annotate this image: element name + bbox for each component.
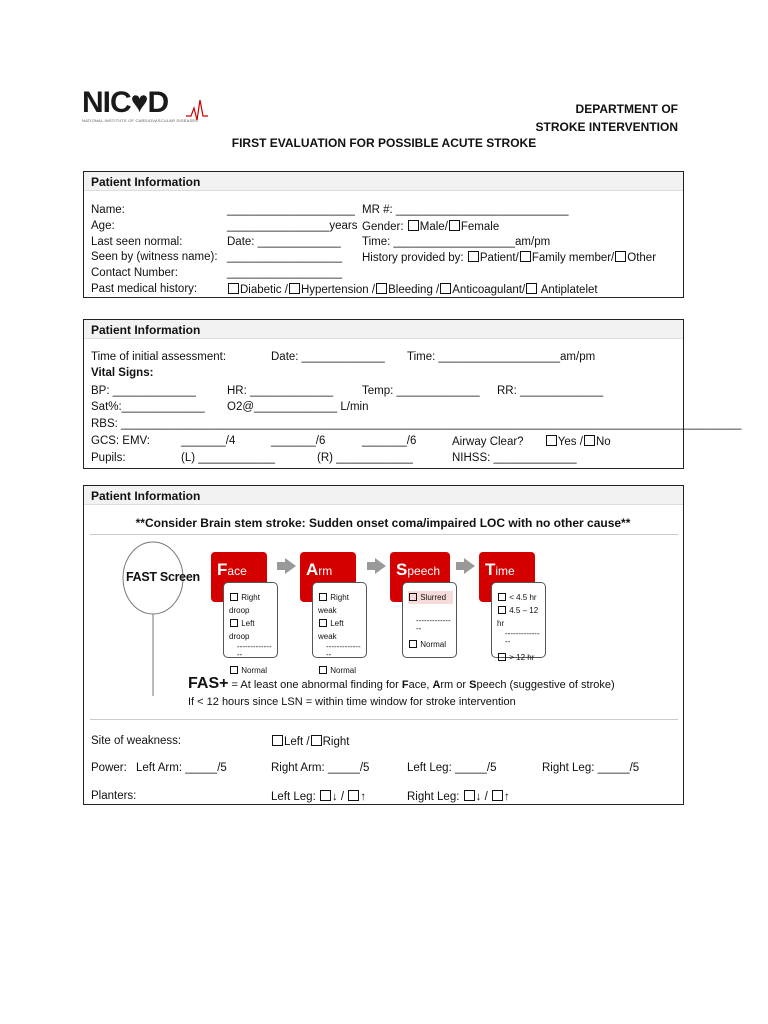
antiplatelet-checkbox[interactable] [526, 283, 537, 294]
right-arm-power-field[interactable]: Right Arm: _____/5 [271, 762, 370, 774]
weakness-left-label: Left / [284, 736, 310, 748]
pupils-label: Pupils: [91, 452, 126, 464]
brainstem-note: **Consider Brain stem stroke: Sudden onset coma/impaired LOC with no other cause** [135, 516, 631, 530]
time-gt-12[interactable]: > 12 hr [497, 651, 542, 664]
fas-plus-label: FAS+ [188, 675, 229, 692]
left-leg-planter: Left Leg: ↓ / ↑ [271, 791, 367, 803]
power-label: Power: [91, 762, 127, 774]
contact-label: Contact Number: [91, 267, 178, 279]
speech-slurred[interactable]: Slurred [408, 591, 453, 604]
gender-label: Gender: [362, 221, 404, 233]
hr-field[interactable]: HR: _____________ [227, 385, 334, 397]
time-header: Time [479, 552, 535, 602]
fas-plus-definition: FAS+ = At least one abnormal finding for Face, Arm or Speech (suggestive of stroke) [188, 675, 615, 692]
history-label: History provided by: [362, 252, 464, 264]
time-dashes: --------------- [505, 629, 540, 646]
name-label: Name: [91, 204, 125, 216]
age-label: Age: [91, 220, 115, 232]
heartbeat-icon [186, 96, 208, 122]
arm-normal[interactable]: Normal [318, 664, 363, 677]
female-label: Female [460, 221, 500, 233]
airway-no-label: No [595, 436, 611, 448]
section-heading: Patient Information [84, 172, 683, 191]
weakness-label: Site of weakness: [91, 735, 182, 747]
o2-field[interactable]: O2@_____________ L/min [227, 401, 369, 413]
other-checkbox[interactable] [615, 251, 626, 262]
face-right-droop[interactable]: Right droop [229, 593, 260, 615]
logo-text: NIC♥D [82, 86, 169, 119]
arrow-icon [464, 558, 475, 574]
history-row [362, 251, 656, 264]
gcs-motor-field[interactable]: _______/6 [362, 435, 417, 447]
arrow-icon [375, 558, 386, 574]
bleeding-label: Bleeding / [388, 284, 440, 296]
assessment-date-field[interactable]: Date: _____________ [271, 351, 385, 363]
assessment-label: Time of initial assessment: [91, 351, 227, 363]
left-leg-power-field[interactable]: Left Leg: _____/5 [407, 762, 497, 774]
bleeding-checkbox[interactable] [376, 283, 387, 294]
weakness-left-checkbox[interactable] [272, 735, 283, 746]
time-lt-4-5[interactable]: < 4.5 hr [497, 591, 542, 604]
temp-field[interactable]: Temp: _____________ [362, 385, 480, 397]
pupil-right-field[interactable]: (R) ____________ [317, 452, 413, 464]
nihss-field[interactable]: NIHSS: _____________ [452, 452, 577, 464]
divider [90, 719, 678, 720]
time-card [491, 582, 546, 662]
anticoagulant-checkbox[interactable] [440, 283, 451, 294]
face-normal[interactable]: Normal [229, 664, 274, 677]
male-checkbox[interactable] [408, 220, 419, 231]
vital-signs-label: Vital Signs: [91, 367, 154, 379]
speech-dashes: --------------- [416, 616, 451, 633]
patient-label: Patient/ [479, 252, 519, 264]
assessment-time-field[interactable]: Time: ___________________am/pm [407, 351, 596, 363]
right-leg-planter: Right Leg: ↓ / ↑ [407, 791, 510, 803]
face-left-droop[interactable]: Left droop [229, 619, 255, 641]
female-checkbox[interactable] [449, 220, 460, 231]
arm-right-weak[interactable]: Right weak [318, 593, 349, 615]
airway-label: Airway Clear? [452, 436, 524, 448]
fast-screen-outline [118, 536, 188, 696]
anticoagulant-label: Anticoagulant/ [452, 284, 526, 296]
fast-screen-label: FAST Screen [126, 570, 200, 584]
pmh-options [227, 283, 598, 296]
arm-header: Arm [300, 552, 356, 602]
arrow-icon [285, 558, 296, 574]
contact-field[interactable]: __________________ [227, 267, 343, 279]
arm-card [312, 582, 367, 675]
name-field[interactable]: ____________________ [227, 204, 355, 216]
fas-time-window-note: If < 12 hours since LSN = within time window for stroke intervention [188, 696, 516, 708]
patient-info-section-1 [83, 171, 684, 298]
section-heading: Patient Information [84, 486, 683, 505]
department-heading [536, 100, 678, 136]
bp-field[interactable]: BP: _____________ [91, 385, 196, 397]
face-dashes: --------------- [237, 642, 272, 659]
pupil-left-field[interactable]: (L) ____________ [181, 452, 275, 464]
mr-field[interactable]: MR #: ___________________________ [362, 204, 569, 216]
gcs-label: GCS: EMV: [91, 435, 150, 447]
left-arm-power-field[interactable]: Left Arm: _____/5 [136, 762, 227, 774]
airway-yes-label: Yes / [557, 436, 583, 448]
weakness-options [271, 735, 349, 748]
pmh-label: Past medical history: [91, 283, 198, 295]
other-label: Other [627, 252, 657, 264]
airway-no-checkbox[interactable] [584, 435, 595, 446]
antiplatelet-label: Antiplatelet [538, 284, 598, 296]
patient-checkbox[interactable] [468, 251, 479, 262]
left-leg-down-checkbox[interactable] [320, 790, 331, 801]
diabetic-checkbox[interactable] [228, 283, 239, 294]
gcs-verbal-field[interactable]: _______/6 [271, 435, 326, 447]
section-heading: Patient Information [84, 320, 683, 339]
weakness-right-checkbox[interactable] [311, 735, 322, 746]
institute-logo [82, 88, 198, 123]
left-leg-up-checkbox[interactable] [348, 790, 359, 801]
weakness-right-label: Right [322, 736, 350, 748]
male-label: Male/ [419, 221, 448, 233]
last-seen-date-field[interactable]: Date: _____________ [227, 236, 341, 248]
seen-by-field[interactable]: __________________ [227, 251, 343, 263]
speech-header: Speech [390, 552, 450, 602]
right-leg-down-checkbox[interactable] [464, 790, 475, 801]
hypertension-checkbox[interactable] [289, 283, 300, 294]
right-leg-up-checkbox[interactable] [492, 790, 503, 801]
right-leg-power-field[interactable]: Right Leg: _____/5 [542, 762, 640, 774]
dept-line-1: DEPARTMENT OF [575, 102, 678, 116]
hypertension-label: Hypertension / [300, 284, 376, 296]
gcs-eye-field[interactable]: _______/4 [181, 435, 236, 447]
rr-field[interactable]: RR: _____________ [497, 385, 604, 397]
document-title: FIRST EVALUATION FOR POSSIBLE ACUTE STROKE [231, 136, 537, 150]
sat-field[interactable]: Sat%:_____________ [91, 401, 205, 413]
speech-normal[interactable]: Normal [408, 638, 453, 651]
airway-yes-checkbox[interactable] [546, 435, 557, 446]
arm-left-weak[interactable]: Left weak [318, 619, 344, 641]
time-4-5-12[interactable]: 4.5 – 12 hr [497, 606, 539, 628]
family-label: Family member/ [531, 252, 615, 264]
last-seen-time-field[interactable]: Time: ___________________am/pm [362, 236, 551, 248]
face-header: Face [211, 552, 267, 602]
divider [90, 534, 678, 535]
last-seen-label: Last seen normal: [91, 236, 183, 248]
dept-line-2: STROKE INTERVENTION [535, 120, 678, 134]
face-card [223, 582, 278, 675]
planters-label: Planters: [91, 790, 137, 802]
patient-info-section-3 [83, 485, 684, 805]
diabetic-label: Diabetic / [240, 284, 288, 296]
age-field[interactable]: ________________years [227, 220, 358, 232]
arm-dashes: --------------- [326, 642, 361, 659]
speech-card [402, 582, 457, 658]
patient-info-section-2 [83, 319, 742, 469]
gender-row [362, 220, 499, 233]
airway-row [452, 435, 611, 448]
logo-subtitle: NATIONAL INSTITUTE OF CARDIOVASCULAR DISEASES [82, 118, 199, 123]
rbs-field[interactable]: RBS: _________________________________________________________________________________________________ [91, 418, 742, 430]
family-checkbox[interactable] [520, 251, 531, 262]
seen-by-label: Seen by (witness name): [91, 251, 218, 263]
